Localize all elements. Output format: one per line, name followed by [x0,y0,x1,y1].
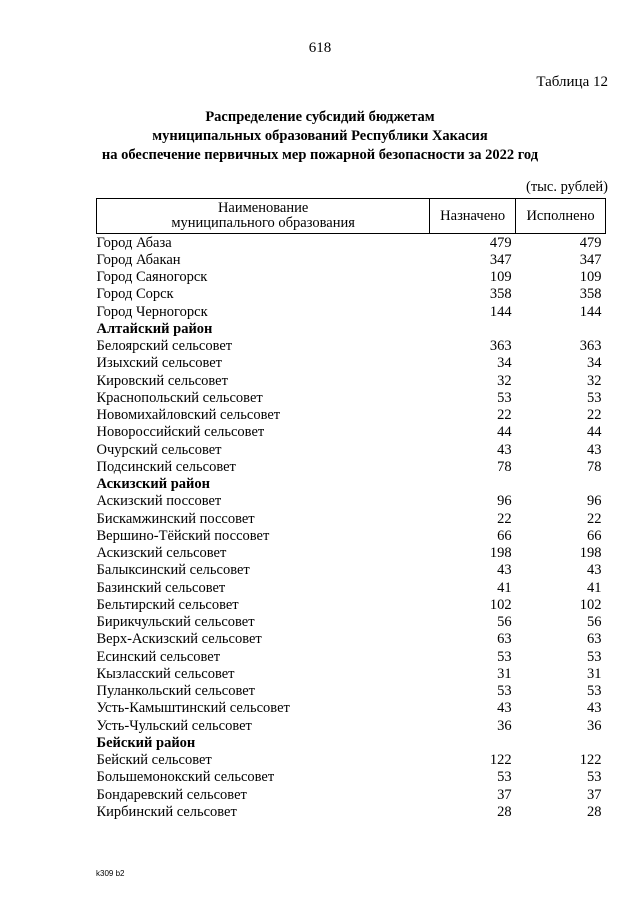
cell-executed: 44 [587,424,602,441]
cell-name: Бондаревский сельсовет [96,786,247,803]
table-row [97,234,606,252]
cell-name: Пуланкольский сельсовет [96,683,255,700]
table-row [97,527,606,544]
table-row [97,303,606,320]
cell-assigned: 358 [489,286,512,303]
section-row [97,734,606,751]
table-row [97,251,606,268]
cell-name: Город Саяногорск [96,269,208,286]
cell-executed: 96 [587,493,602,510]
column-header-name-line1: Наименование [217,200,309,216]
title-line: муниципальных образований Республики Хакасия [152,128,488,144]
cell-assigned: 63 [497,631,512,648]
cell-assigned: 34 [497,355,512,372]
table-header-row [97,199,606,234]
cell-name: Бискамжинский поссовет [96,510,255,527]
cell-name: Бирикчульский сельсовет [96,614,255,631]
cell-assigned: 198 [489,545,512,562]
cell-name: Белоярский сельсовет [96,338,233,355]
table-row [97,631,606,648]
cell-name: Город Абаза [96,234,172,251]
section-title: Бейский район [96,734,196,751]
table-row [97,614,606,631]
footer-code: k309 b2 [96,869,125,878]
table-row [97,665,606,682]
cell-executed: 53 [587,683,602,700]
title-line: Распределение субсидий бюджетам [205,109,435,125]
cell-executed: 28 [587,803,602,820]
table-row [97,769,606,786]
cell-assigned: 96 [497,493,512,510]
document-title [0,108,640,165]
cell-executed: 43 [587,700,602,717]
cell-assigned: 28 [497,803,512,820]
table-row [97,510,606,527]
table-row [97,683,606,700]
cell-executed: 32 [587,372,602,389]
table-row [97,700,606,717]
cell-name: Большемонокский сельсовет [96,769,275,786]
cell-name: Вершино-Тёйский поссовет [96,527,270,544]
cell-assigned: 22 [497,510,512,527]
cell-name: Город Сорск [96,286,174,303]
cell-name: Есинский сельсовет [96,648,221,665]
table-row [97,458,606,475]
cell-name: Бейский сельсовет [96,752,212,769]
table-row [97,579,606,596]
cell-executed: 63 [587,631,602,648]
cell-assigned: 479 [489,234,512,251]
cell-assigned: 122 [489,752,512,769]
table-row [97,269,606,286]
cell-assigned: 102 [489,596,512,613]
cell-assigned: 66 [497,527,512,544]
cell-assigned: 53 [497,769,512,786]
cell-name: Изыхский сельсовет [96,355,223,372]
section-title: Аскизский район [96,476,210,493]
table-row [97,786,606,803]
cell-name: Балыксинский сельсовет [96,562,250,579]
column-header-executed: Исполнено [516,199,606,234]
cell-executed: 34 [587,355,602,372]
table-row [97,407,606,424]
table-row [97,493,606,510]
table-row [97,562,606,579]
cell-executed: 43 [587,562,602,579]
cell-name: Краснопольский сельсовет [96,389,263,406]
table-row [97,355,606,372]
table-row [97,648,606,665]
cell-name: Усть-Чульский сельсовет [96,717,252,734]
cell-executed: 144 [579,303,602,320]
cell-assigned: 43 [497,700,512,717]
cell-assigned: 36 [497,717,512,734]
cell-name: Кирбинский сельсовет [96,803,237,820]
cell-executed: 53 [587,648,602,665]
cell-executed: 53 [587,769,602,786]
cell-name: Базинский сельсовет [96,579,226,596]
cell-executed: 36 [587,717,602,734]
cell-assigned: 53 [497,648,512,665]
table-row [97,803,606,820]
column-header-assigned: Назначено [430,199,516,234]
cell-name: Подсинский сельсовет [96,458,236,475]
cell-executed: 22 [587,407,602,424]
subsidy-table [96,198,606,821]
units-label: (тыс. рублей) [526,179,608,195]
cell-assigned: 144 [489,303,512,320]
cell-name: Аскизский поссовет [96,493,222,510]
cell-executed: 78 [587,458,602,475]
cell-assigned: 78 [497,458,512,475]
table-row [97,389,606,406]
column-header-name [97,199,430,234]
cell-assigned: 109 [489,269,512,286]
cell-assigned: 31 [497,665,512,682]
table-row [97,338,606,355]
table-row [97,717,606,734]
cell-name: Новороссийский сельсовет [96,424,265,441]
cell-name: Кировский сельсовет [96,372,228,389]
cell-assigned: 37 [497,786,512,803]
cell-executed: 41 [587,579,602,596]
table-row [97,596,606,613]
cell-name: Новомихайловский сельсовет [96,407,281,424]
cell-executed: 109 [579,269,602,286]
cell-assigned: 22 [497,407,512,424]
cell-assigned: 43 [497,562,512,579]
title-line: на обеспечение первичных мер пожарной безопасности за 2022 год [101,147,539,163]
cell-assigned: 53 [497,389,512,406]
cell-executed: 102 [579,596,602,613]
table-row [97,372,606,389]
cell-executed: 53 [587,389,602,406]
section-title: Алтайский район [96,320,213,337]
table-row [97,545,606,562]
cell-assigned: 363 [489,338,512,355]
cell-name: Город Абакан [96,251,181,268]
table-row [97,424,606,441]
section-row [97,476,606,493]
cell-name: Город Черногорск [96,303,208,320]
cell-name: Кызласский сельсовет [96,665,235,682]
cell-executed: 479 [579,234,602,251]
cell-name: Очурский сельсовет [96,441,222,458]
cell-executed: 56 [587,614,602,631]
cell-executed: 31 [587,665,602,682]
table-row [97,752,606,769]
cell-name: Бельтирский сельсовет [96,596,239,613]
cell-executed: 43 [587,441,602,458]
table-row [97,441,606,458]
cell-assigned: 41 [497,579,512,596]
cell-executed: 358 [579,286,602,303]
cell-assigned: 53 [497,683,512,700]
section-row [97,320,606,337]
cell-executed: 198 [579,545,602,562]
cell-assigned: 347 [489,251,512,268]
page-number: 618 [308,40,332,56]
cell-assigned: 43 [497,441,512,458]
table-label: Таблица 12 [536,74,608,90]
cell-name: Усть-Камыштинский сельсовет [96,700,290,717]
table-row [97,286,606,303]
cell-executed: 363 [579,338,602,355]
table-body [97,234,606,821]
cell-executed: 347 [579,251,602,268]
column-header-name-line2: муниципального образования [171,215,355,231]
cell-name: Верх-Аскизский сельсовет [96,631,262,648]
cell-executed: 66 [587,527,602,544]
cell-assigned: 56 [497,614,512,631]
cell-executed: 22 [587,510,602,527]
cell-assigned: 44 [497,424,512,441]
cell-assigned: 32 [497,372,512,389]
cell-name: Аскизский сельсовет [96,545,227,562]
cell-executed: 122 [579,752,602,769]
cell-executed: 37 [587,786,602,803]
